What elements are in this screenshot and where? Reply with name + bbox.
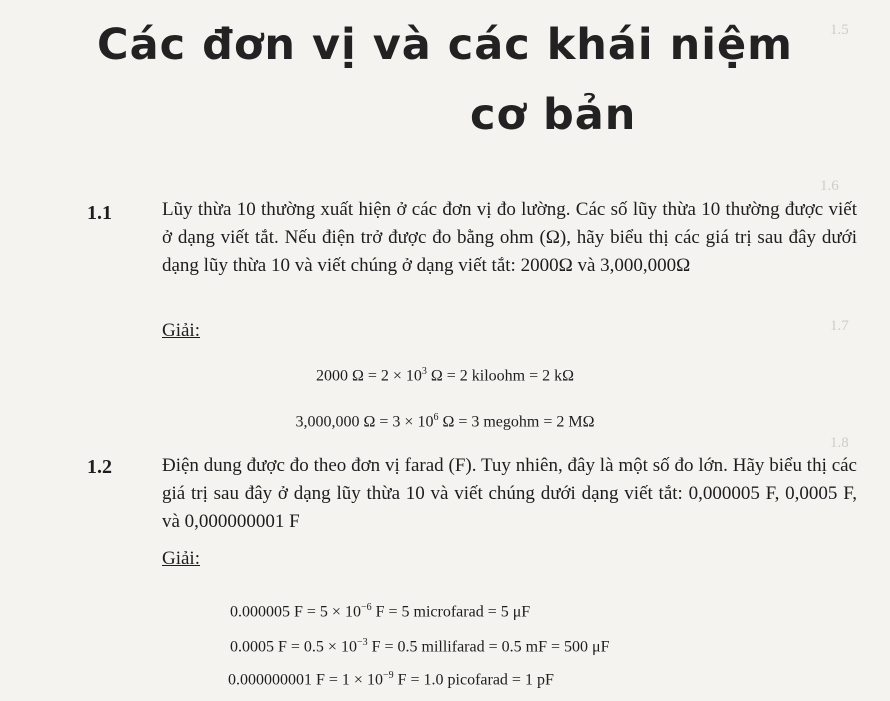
bleed-through-text: 1.6	[820, 178, 839, 194]
problem-text: Lũy thừa 10 thường xuất hiện ở các đơn vị đo lường. Các số lũy thừa 10 thường được viết ở dạng viết tắt. Nếu điện trở được đo bằng ohm (Ω), hãy biểu thị các giá trị sau đây dưới dạng lũy thừa 10 và viết chúng ở dạng viết tắt: 2000Ω và 3,000,000Ω	[162, 199, 857, 276]
problem-number: 1.1	[87, 202, 112, 224]
equation: 2000 $\Omega = 2 \times 10^3$ Ω = 2 kiloohm = 2 kΩ	[315, 366, 575, 385]
bleed-through-text: 1.7	[830, 318, 849, 334]
problem-number: 1.2	[87, 456, 112, 478]
page-title-line-2: cơ bản	[470, 90, 637, 140]
equation: 0.000005 $F = 5 \times 10^{-6}$ F = 5 microfarad = 5 μF	[230, 602, 531, 621]
page-title-line-1: Các đơn vị và các khái niệm	[97, 20, 793, 70]
solution-label: Giải:	[162, 320, 200, 341]
bleed-through-text: 1.5	[830, 22, 849, 38]
equation: 0.0005 $F = 0.5 \times 10^{-3}$ F = 0.5 millifarad = 0.5 mF = 500 μF	[230, 637, 610, 656]
problem-text: Điện dung được đo theo đơn vị farad (F). Tuy nhiên, đây là một số đo lớn. Hãy biểu thị các giá trị sau đây ở dạng lũy thừa 10 và viết chúng dưới dạng viết tắt: 0,000005 F, 0,0005 F, và 0,000000001 F	[162, 455, 857, 532]
equation: 3,000,000 $\Omega = 3 \times 10^6$ Ω = 3 megohm = 2 MΩ	[295, 412, 595, 431]
bleed-through-text: 1.8	[830, 435, 849, 451]
equation: 0.000000001 $F = 1 \times 10^{-9}$ F = 1.0 picofarad = 1 pF	[228, 670, 554, 689]
solution-label: Giải:	[162, 548, 200, 569]
